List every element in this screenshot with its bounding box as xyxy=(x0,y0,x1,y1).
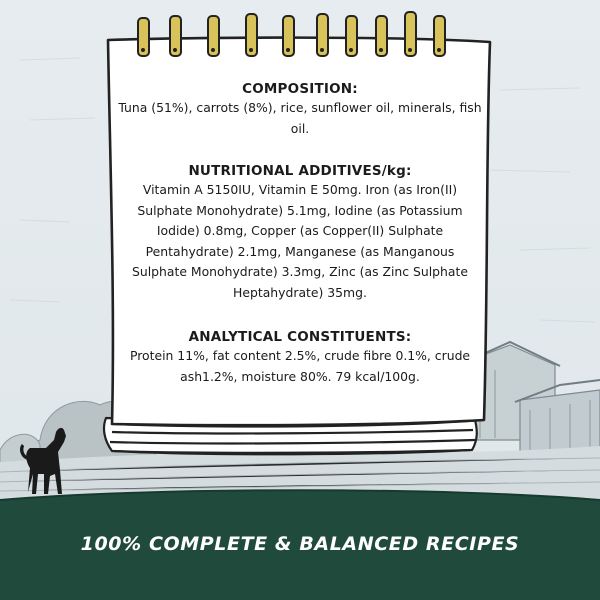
analytical-section xyxy=(118,328,482,387)
banner-text: 100% COMPLETE & BALANCED RECIPES xyxy=(80,533,520,555)
composition-title: COMPOSITION: xyxy=(242,81,358,97)
composition-section xyxy=(118,80,482,139)
additives-section xyxy=(118,162,482,303)
additives-text: Vitamin A 5150IU, Vitamin E 50mg. Iron (as Iron(II) Sulphate Monohydrate) 5.1mg, Iodine (as Potassium Iodide) 0.8mg, Copper (as Copper(II) Sulphate Pentahydrate) 2.1mg, Manganese (as Manganous Sulphate Monohydrate) 3.3mg, Zinc (as Zinc Sulphate Heptahydrate) 35mg. xyxy=(132,182,468,300)
analytical-text: Protein 11%, fat content 2.5%, crude fibre 0.1%, crude ash1.2%, moisture 80%. 79 kcal/100g. xyxy=(129,348,471,384)
additives-title: NUTRITIONAL ADDITIVES/kg: xyxy=(188,163,412,179)
composition-text: Tuna (51%), carrots (8%), rice, sunflower oil, minerals, fish oil. xyxy=(118,100,482,136)
analytical-title: ANALYTICAL CONSTITUENTS: xyxy=(188,329,412,345)
